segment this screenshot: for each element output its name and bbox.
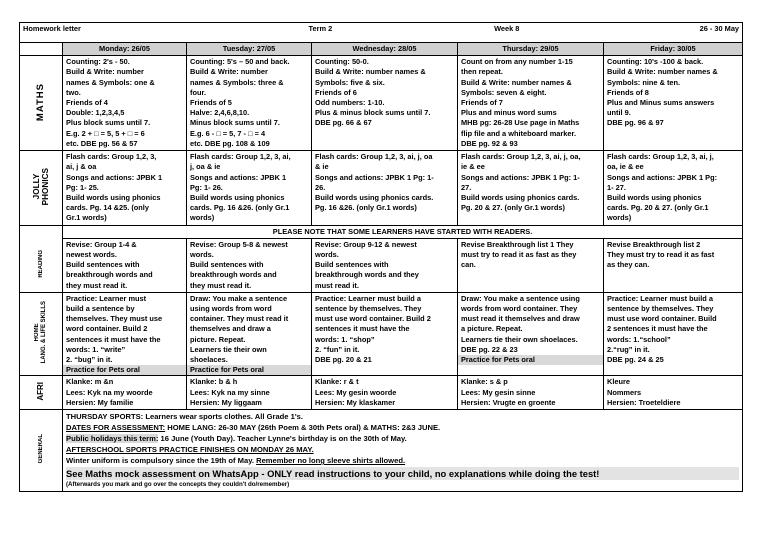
cell-line: Pg: 1- 25. (66, 182, 99, 192)
cell-line: sentence by themselves. They (315, 304, 422, 314)
phonics-cell (604, 151, 743, 225)
cell-line: E.g. 2 + □ = 5, 5 + □ = 6 (66, 128, 145, 138)
cell-line: E.g. 6 - □ = 5, 7 - □ = 4 (190, 128, 266, 138)
cell-line: oa, ie & ee (607, 162, 644, 172)
cell-line: breakthrough words and they (315, 270, 419, 280)
cell-line: cards. Pg. 14 &25. (only (66, 203, 149, 213)
reading-row (20, 238, 743, 292)
holiday-note (66, 433, 739, 444)
cell-line: Flash cards: Group 1,2, 3, (66, 152, 157, 162)
phonics-cell (458, 151, 604, 225)
cell-line: Revise Breakthrough list 2 (607, 239, 701, 249)
letter-title: Homework letter (23, 24, 81, 33)
cell-line: Odd numbers: 1-10. (315, 98, 385, 108)
reading-cell (312, 238, 458, 292)
cell-line: Friends of 6 (315, 87, 357, 97)
cell-line: Build & Write: number (66, 67, 144, 77)
cell-line: Build words using phonics cards. (315, 193, 434, 203)
cell-line: Flash cards: Group 1,2, 3, ai, (190, 152, 291, 162)
cell-line: names & Symbols: one & (66, 77, 155, 87)
cell-line: DBE pg. 92 & 93 (461, 138, 518, 148)
cell-line: Build sentences with (315, 260, 389, 270)
cell-line: words: 1.“school” (607, 334, 671, 344)
cell-line: Gr.1 words) (66, 213, 107, 223)
cell-line: Friends of 5 (190, 98, 232, 108)
cell-line: Build & Write: number names & (315, 67, 426, 77)
cell-line: j, oa & ie (190, 162, 221, 172)
cell-line: build a sentence by (66, 304, 135, 314)
uniform-reminder: Remember no long sleeve shirts allowed. (256, 456, 406, 466)
cell-line: Plus & minus block sums until 7. (315, 108, 431, 118)
uniform-text: Winter uniform is compulsory since the 19th of May. (66, 456, 257, 466)
assessment-heading: DATES FOR ASSESSMENT: (66, 423, 166, 433)
cell-line: etc. DBE pg. 108 & 109 (190, 138, 270, 148)
pets-oral-note: Practice for Pets oral (458, 355, 603, 365)
cell-line: Count on from any number 1-15 (461, 57, 573, 67)
cell-line: DBE pg. 20 & 21 (315, 355, 372, 365)
cell-line: Build & Write: number names & (607, 67, 718, 77)
home-language-label: HOME LANG. & LIFE SKILLS (34, 301, 47, 364)
phonics-row (20, 151, 743, 225)
cell-line: Draw: You make a sentence using (461, 293, 580, 303)
cell-line: Revise: Group 5-8 & newest (190, 239, 288, 249)
cell-line: themselves. They must use (66, 314, 163, 324)
cell-line: Hersien: Troeteldiere (607, 397, 681, 407)
cell-line: Symbols: seven & eight. (461, 87, 547, 97)
cell-line: Hersien: Vrugte en groente (461, 397, 556, 407)
cell-line: a picture. Repeat. (461, 324, 523, 334)
cell-line: etc. DBE pg. 56 & 57 (66, 138, 138, 148)
cell-line: Friends of 7 (461, 98, 503, 108)
cell-line: Pg. 16 &26. (only Gr.1 words) (315, 203, 417, 213)
cell-line: Practice: Learner must build a (607, 293, 713, 303)
mock-assessment-note: See Maths mock assessment on WhatsApp - ONLY read instructions to your child, no explanations while doing the test! (66, 467, 739, 480)
cell-line: as they can. (607, 260, 650, 270)
cell-line: Minus block sums until 7. (190, 118, 280, 128)
cell-line: words: 1. “shop” (315, 334, 375, 344)
cell-line: Lees: My gesin sinne (461, 387, 536, 397)
day-header: Tuesday: 27/05 (187, 43, 312, 56)
cell-line: Learners tie their own shoelaces. (461, 334, 578, 344)
cell-line: Counting: 5's – 50 and back. (190, 57, 290, 67)
cell-line: cards. Pg. 16 &26. (only Gr.1 (190, 203, 290, 213)
cell-line: Pg: 1- 26. (190, 182, 223, 192)
home-language-cell (458, 292, 604, 376)
pets-oral-note: Practice for Pets oral (187, 365, 311, 375)
cell-line: four. (190, 87, 207, 97)
maths-cell (187, 56, 312, 151)
cell-line: breakthrough words and (66, 270, 153, 280)
maths-cell (63, 56, 187, 151)
cell-line: & ie (315, 162, 329, 172)
cell-line: 2.“rug” in it. (607, 344, 650, 354)
reading-cell (63, 238, 187, 292)
afrikaans-cell (63, 376, 187, 410)
cell-line: Klanke: r & t (315, 377, 359, 387)
maths-label: MATHS (34, 82, 46, 121)
home-language-cell (604, 292, 743, 376)
cell-line: Plus block sums until 7. (66, 118, 151, 128)
cell-line: Build & Write: number (190, 67, 268, 77)
afrikaans-cell (458, 376, 604, 410)
afrikaans-cell (312, 376, 458, 410)
cell-line: must read it themselves and draw (461, 314, 580, 324)
cell-line: they must read it. (66, 280, 128, 290)
cell-line: Hersien: My klaskamer (315, 397, 396, 407)
cell-line: Flash cards: Group 1,2, 3, ai, j, oa (315, 152, 433, 162)
cell-line: Counting: 2's - 50. (66, 57, 130, 67)
cell-line: 2. “bug” in it. (66, 355, 113, 365)
cell-line: 27. (461, 182, 472, 192)
cell-line: using words from word (190, 304, 272, 314)
cell-line: Counting: 10's -100 & back. (607, 57, 704, 67)
cell-line: Songs and actions: JPBK 1 (190, 172, 287, 182)
title-row (20, 23, 743, 43)
cell-line: Revise Breakthrough list 1 They (461, 239, 574, 249)
cell-line: Kleure (607, 377, 631, 387)
cell-line: Klanke: m &n (66, 377, 114, 387)
afrikaans-row (20, 376, 743, 410)
day-header: Monday: 26/05 (63, 43, 187, 56)
home-language-cell (187, 292, 312, 376)
afterschool-sports-note: AFTERSCHOOL SPORTS PRACTICE FINISHES ON MONDAY 26 MAY. (66, 445, 314, 455)
cell-line: words) (607, 213, 632, 223)
cell-line: must use word container. Build 2 (315, 314, 431, 324)
cell-line: 1- 27. (607, 182, 626, 192)
cell-line: Practice: Learner must build a (315, 293, 421, 303)
cell-line: They must try to read it as fast (607, 250, 715, 260)
cell-line: Friends of 4 (66, 98, 108, 108)
cell-line: Halve: 2,4,6,8,10. (190, 108, 250, 118)
maths-cell (458, 56, 604, 151)
cell-line: Lees: Kyk na my sinne (190, 387, 270, 397)
afrikaans-label: AFRI (35, 381, 45, 401)
day-header-row (20, 43, 743, 56)
assessment-note (66, 422, 739, 433)
general-notes (63, 410, 743, 492)
notice-row (20, 225, 743, 238)
cell-line: 26. (315, 182, 326, 192)
cell-line: Revise: Group 9-12 & newest (315, 239, 417, 249)
cell-line: Build words using phonics (190, 193, 285, 203)
week-label: Week 8 (494, 24, 520, 33)
cell-line: until 9. (607, 108, 631, 118)
term-label: Term 2 (308, 24, 333, 33)
cell-line: Klanke: b & h (190, 377, 238, 387)
cell-line: words. (315, 250, 339, 260)
cell-line: Plus and minus word sums (461, 108, 557, 118)
cell-line: 2. “fun” in it. (315, 344, 360, 354)
cell-line: shoelaces. (190, 355, 228, 365)
home-language-row (20, 292, 743, 376)
cell-line: words. (190, 250, 214, 260)
holiday-details: 16 June (Youth Day). Teacher Lynne's birthday is on the 30th of May. (158, 434, 407, 444)
reading-cell (604, 238, 743, 292)
homework-table (19, 22, 743, 492)
day-header: Friday: 30/05 (604, 43, 743, 56)
cell-line: Flash cards: Group 1,2, 3, ai, j, oa, (461, 152, 581, 162)
afterwards-note: (Afterwards you mark and go over the concepts they couldn't do/remember) (66, 481, 290, 489)
cell-line: Double: 1,2,3,4,5 (66, 108, 125, 118)
cell-line: Songs and actions: JPBK 1 Pg: 1- (461, 172, 580, 182)
cell-line: Nommers (607, 387, 642, 397)
reading-cell (187, 238, 312, 292)
assessment-details: HOME LANG: 26-30 MAY (26th Poem & 30th Pets oral) & MATHS: 2&3 JUNE. (165, 423, 441, 433)
cell-line: Learners tie their own (190, 344, 267, 354)
cell-line: can. (461, 260, 476, 270)
home-language-cell (312, 292, 458, 376)
cell-line: breakthrough words and (190, 270, 277, 280)
cell-line: ie & ee (461, 162, 485, 172)
cell-line: Draw: You make a sentence (190, 293, 288, 303)
cell-line: words) (190, 213, 215, 223)
cell-line: Lees: Kyk na my woorde (66, 387, 153, 397)
date-range: 26 - 30 May (699, 24, 740, 33)
cell-line: words: 1. “write” (66, 344, 126, 354)
phonics-cell (187, 151, 312, 225)
afrikaans-cell (187, 376, 312, 410)
cell-line: Songs and actions: JPBK 1 Pg: 1- (315, 172, 434, 182)
cell-line: sentences it must have the (66, 334, 161, 344)
day-header: Thursday: 29/05 (458, 43, 604, 56)
cell-line: picture. Repeat. (190, 334, 246, 344)
cell-line: 2 sentences it must have the (607, 324, 708, 334)
cell-line: Friends of 8 (607, 87, 649, 97)
cell-line: newest words. (66, 250, 117, 260)
cell-line: two. (66, 87, 81, 97)
cell-line: Practice: Learner must (66, 293, 147, 303)
phonics-label: JOLLY PHONICS (32, 167, 50, 205)
afrikaans-cell (604, 376, 743, 410)
cell-line: DBE pg. 66 & 67 (315, 118, 372, 128)
cell-line: DBE pg. 96 & 97 (607, 118, 664, 128)
cell-line: names & Symbols: three & (190, 77, 284, 87)
cell-line: Build & Write: number names & (461, 77, 572, 87)
cell-line: cards. Pg. 20 & 27. (only Gr.1 (607, 203, 709, 213)
cell-line: Hersien: My familie (66, 397, 134, 407)
cell-line: Build sentences with (190, 260, 264, 270)
cell-line: sentence by themselves. They (607, 304, 714, 314)
cell-line: word container. Build 2 (66, 324, 148, 334)
day-header: Wednesday: 28/05 (312, 43, 458, 56)
cell-line: Songs and actions: JPBK 1 Pg: (607, 172, 718, 182)
cell-line: Klanke: s & p (461, 377, 508, 387)
cell-line: they must read it. (190, 280, 252, 290)
phonics-cell (63, 151, 187, 225)
cell-line: Build words using phonics (607, 193, 702, 203)
cell-line: Flash cards: Group 1,2, 3, ai, j, (607, 152, 714, 162)
general-row (20, 410, 743, 492)
cell-line: DBE pg. 24 & 25 (607, 355, 664, 365)
cell-line: Symbols: nine & ten. (607, 77, 681, 87)
cell-line: themselves and draw a (190, 324, 271, 334)
cell-line: Plus and Minus sums answers (607, 98, 715, 108)
cell-line: words from word container. They (461, 304, 578, 314)
maths-cell (312, 56, 458, 151)
phonics-cell (312, 151, 458, 225)
cell-line: must read it. (315, 280, 359, 290)
general-label: GENERAL (37, 434, 44, 464)
cell-line: Hersien: My liggaam (190, 397, 262, 407)
cell-line: container. They must read it (190, 314, 289, 324)
cell-line: Lees: My gesin woorde (315, 387, 397, 397)
cell-line: Counting: 50-0. (315, 57, 369, 67)
cell-line: must try to read it as fast as they (461, 250, 577, 260)
uniform-note (66, 455, 739, 466)
sports-note: THURSDAY SPORTS: Learners wear sports clothes. All Grade 1's. (66, 412, 304, 422)
cell-line: must use word container. Build (607, 314, 717, 324)
cell-line: DBE pg. 22 & 23 (461, 344, 518, 354)
cell-line: Build sentences with (66, 260, 140, 270)
maths-cell (604, 56, 743, 151)
cell-line: Songs and actions: JPBK 1 (66, 172, 163, 182)
home-language-cell (63, 292, 187, 376)
cell-line: flip file and a whiteboard marker. (461, 128, 576, 138)
cell-line: Build words using phonics (66, 193, 161, 203)
cell-line: Pg. 20 & 27. (only Gr.1 words) (461, 203, 565, 213)
cell-line: Symbols: five & six. (315, 77, 385, 87)
cell-line: then repeat. (461, 67, 503, 77)
reading-label: READING (37, 249, 44, 278)
cell-line: Revise: Group 1-4 & (66, 239, 137, 249)
holiday-heading: Public holidays this term: (66, 434, 159, 444)
cell-line: MHB pg: 26-28 Use page in Maths (461, 118, 580, 128)
cell-line: sentences it must have the (315, 324, 410, 334)
pets-oral-note: Practice for Pets oral (63, 365, 186, 375)
reading-cell (458, 238, 604, 292)
maths-row (20, 56, 743, 151)
cell-line: ai, j & oa (66, 162, 97, 172)
readers-notice: PLEASE NOTE THAT SOME LEARNERS HAVE STARTED WITH READERS. (63, 225, 743, 238)
cell-line: Build words using phonics cards. (461, 193, 580, 203)
